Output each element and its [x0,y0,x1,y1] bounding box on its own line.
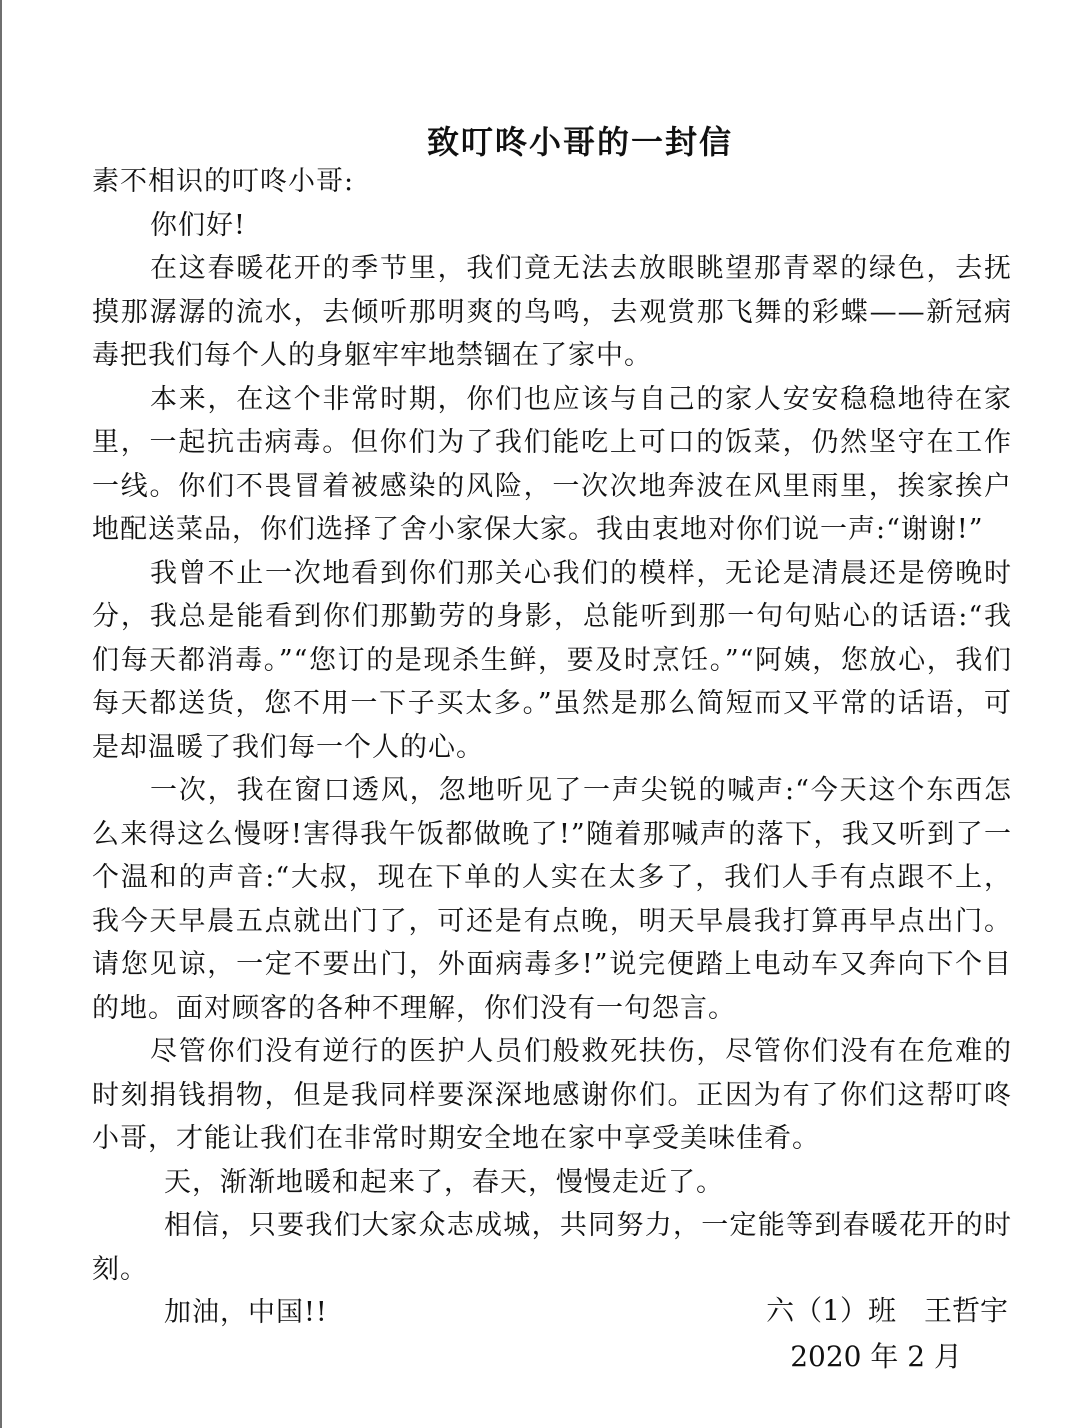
letter-signature: 六（1）班 王哲宇 [766,1294,1008,1327]
letter-closing-cheer: 加油，中国!! [164,1297,328,1328]
letter-paragraph: 一次，我在窗口透风，忽地听见了一声尖锐的喊声:“今天这个东西怎么来得这么慢呀!害得我午饭都做晚了!”随着那喊声的落下，我又听到了一个温和的声音:“大叔，现在下单的人实在太多了，我们人手有点跟不上，我今天早晨五点就出门了，可还是有点晚，明天早晨我打算再早点出门。请您见谅，一定不要出门，外面病毒多!”说完便踏上电动车又奔向下个目的地。面对顾客的各种不理解，你们没有一句怨言。 [92,775,1012,1024]
letter-paragraph: 相信，只要我们大家众志成城，共同努力，一定能等到春暖花开的时刻。 [92,1210,1012,1285]
letter-title: 致叮咚小哥的一封信 [426,123,733,161]
letter-body [92,160,1012,1335]
letter-paragraph: 尽管你们没有逆行的医护人员们般救死扶伤，尽管你们没有在危难的时刻捐钱捐物，但是我同样要深深地感谢你们。正因为有了你们这帮叮咚小哥，才能让我们在非常时期安全地在家中享受美味佳肴。 [92,1036,1012,1154]
letter-date: 2020 年 2 月 [790,1340,962,1373]
letter-paragraph: 天，渐渐地暖和起来了，春天，慢慢走近了。 [164,1166,724,1198]
letter-paragraph: 本来，在这个非常时期，你们也应该与自己的家人安安稳稳地待在家里，一起抗击病毒。但你们为了我们能吃上可口的饭菜，仍然坚守在工作一线。你们不畏冒着被感染的风险，一次次地奔波在风里雨里，挨家挨户地配送菜品，你们选择了舍小家保大家。我由衷地对你们说一声:“谢谢!” [92,383,1012,545]
letter-paragraph: 我曾不止一次地看到你们那关心我们的模样，无论是清晨还是傍晚时分，我总是能看到你们那勤劳的身影，总能听到那一句句贴心的话语:“我们每天都消毒。”“您订的是现杀生鲜，要及时烹饪。”“阿姨，您放心，我们每天都送货，您不用一下子买太多。”虽然是那么简短而又平常的话语，可是却温暖了我们每一个人的心。 [92,557,1012,763]
letter-paragraph: 在这春暖花开的季节里，我们竟无法去放眼眺望那青翠的绿色，去抚摸那潺潺的流水，去倾听那明爽的鸟鸣，去观赏那飞舞的彩蝶——新冠病毒把我们每个人的身躯牢牢地禁锢在了家中。 [92,253,1012,371]
letter-greeting: 你们好! [150,209,246,241]
letter-salutation: 素不相识的叮咚小哥: [92,166,355,197]
letter-signature-block [0,1288,1008,1380]
